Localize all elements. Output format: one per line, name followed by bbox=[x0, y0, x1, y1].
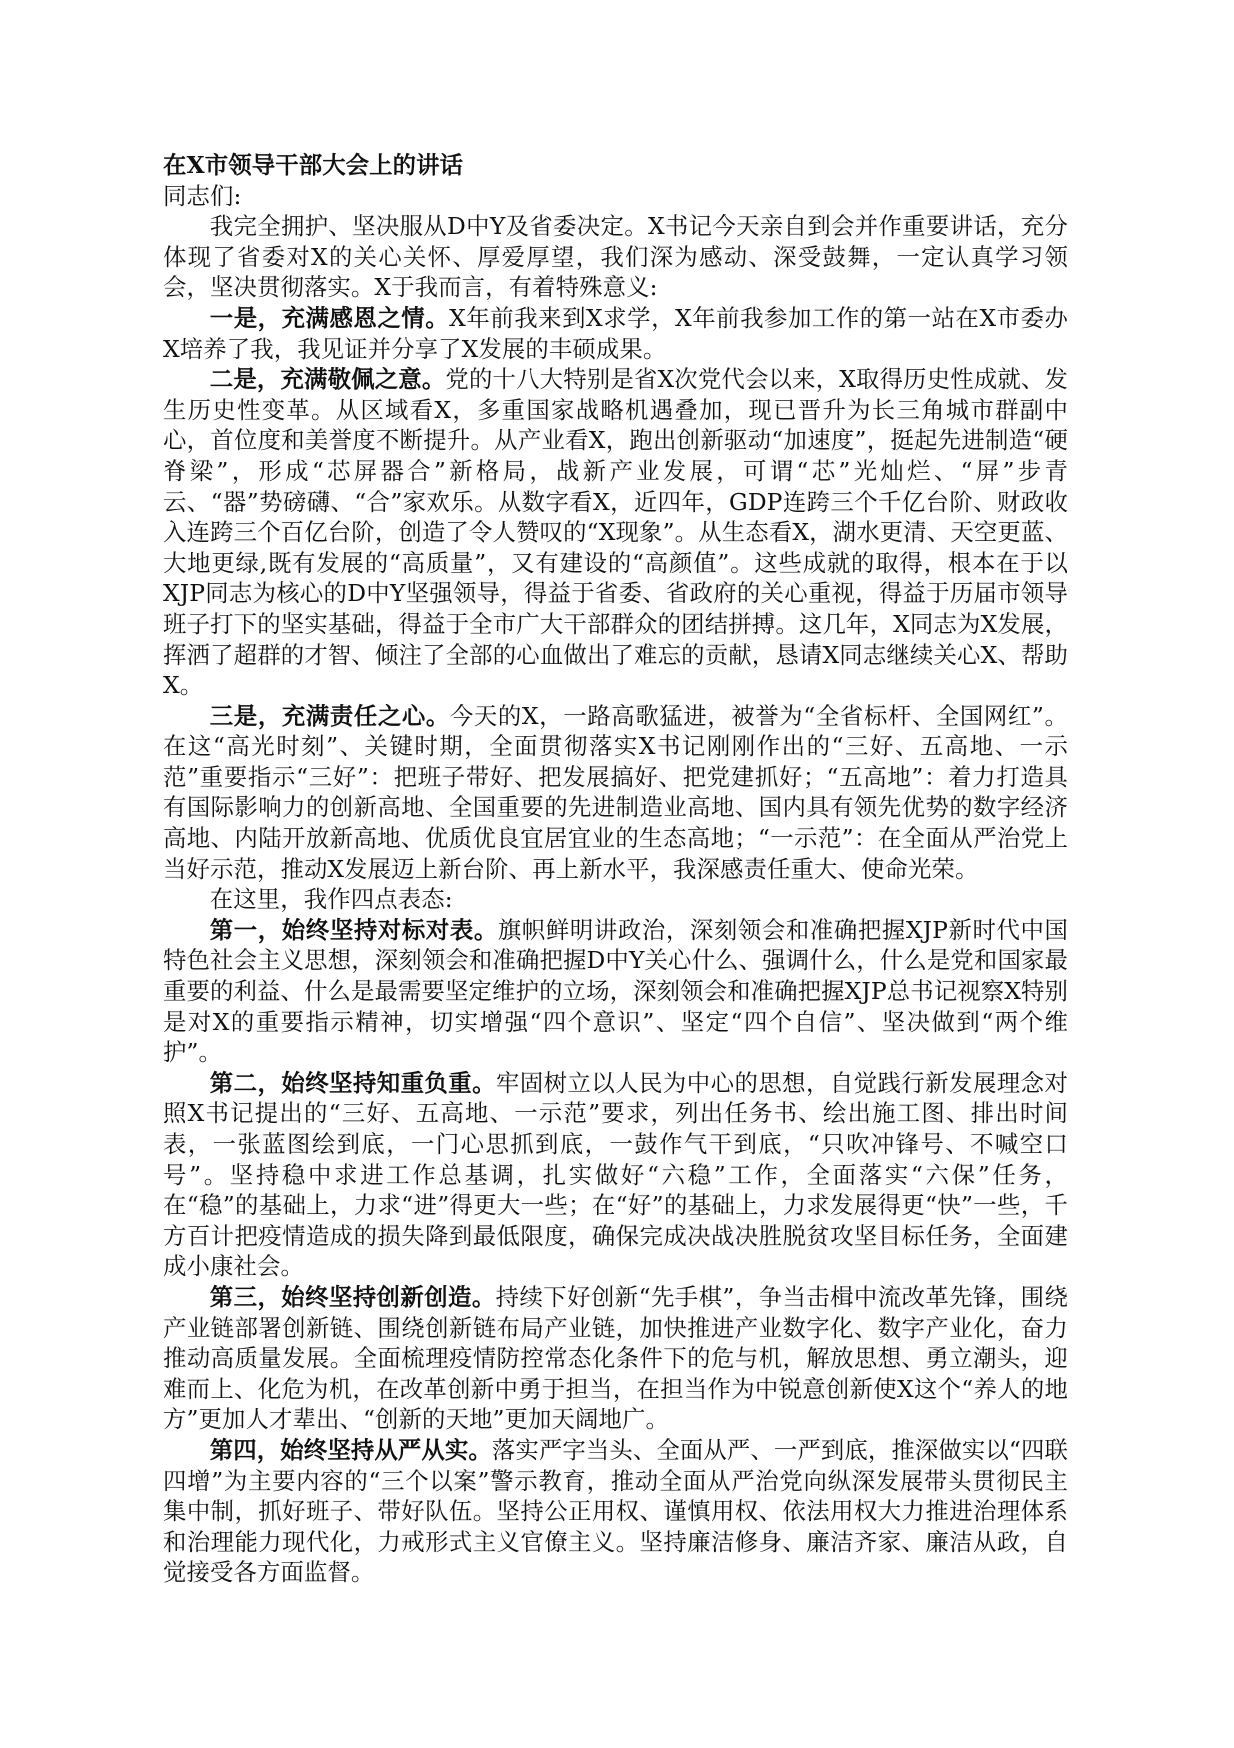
paragraph-lead: 三是，充满责任之心。 bbox=[209, 701, 450, 730]
paragraph-lead: 第四，始终坚持从严从实。 bbox=[209, 1435, 492, 1464]
document-title: 在X市领导干部大会上的讲话 bbox=[163, 151, 464, 179]
paragraph-intro bbox=[163, 211, 1068, 303]
paragraph-text: 党的十八大特别是省X次党代会以来，X取得历史性成就、发生历史性变革。从区域看X，多重国家战略机遇叠加，现已晋升为长三角城市群副中心，首位度和美誉度不断提升。从产业看X，跑出创新驱动“加速度”，挺起先进制造“硬脊梁”，形成“芯屏器合”新格局，战新产业发展，可谓“芯”光灿烂、“屏”步青云、“器”势磅礴、“合”家欢乐。从数字看X，近四年，GDP连跨三个千亿台阶、财政收入连跨三个百亿台阶，创造了令人赞叹的“X现象”。从生态看X，湖水更清、天空更蓝、大地更绿,既有发展的“高质量”，又有建设的“高颜值”。这些成就的取得，根本在于以XJP同志为核心的D中Y坚强领导，得益于省委、省政府的关心重视，得益于历届市领导班子打下的坚实基础，得益于全市广大干部群众的团结拼搏。这几年，X同志为X发展，挥洒了超群的才智、倾注了全部的心血做出了难忘的贡献，恳请X同志继续关心X、帮助X。 bbox=[163, 365, 1068, 700]
paragraph-lead: 一是，充满感恩之情。 bbox=[209, 303, 450, 332]
paragraph-commitment-4 bbox=[163, 1435, 1068, 1588]
paragraph-text: 落实严字当头、全面从严、一严到底，推深做实以“四联四增”为主要内容的“三个以案”警示教育，推动全面从严治党向纵深发展带头贯彻民主集中制，抓好班子、带好队伍。坚持公正用权、谨慎用权、依法用权大力推进治理体系和治理能力现代化，力戒形式主义官僚主义。坚持廉洁修身、廉洁齐家、廉洁从政，自觉接受各方面监督。 bbox=[163, 1435, 1068, 1587]
paragraph-commitment-3 bbox=[163, 1282, 1068, 1435]
paragraph-text: 今天的X，一路高歌猛进，被誉为“全省标杆、全国网红”。在这“高光时刻”、关键时期，全面贯彻落实X书记刚刚作出的“三好、五高地、一示范”重要指示“三好”：把班子带好、把发展搞好、把党建抓好；“五高地”：着力打造具有国际影响力的创新高地、全国重要的先进制造业高地、国内具有领先优势的数字经济高地、内陆开放新高地、优质优良宜居宜业的生态高地；“一示范”：在全面从严治党上当好示范，推动X发展迈上新台阶、再上新水平，我深感责任重大、使命光荣。 bbox=[163, 701, 1068, 883]
paragraph-point-3 bbox=[163, 701, 1068, 885]
paragraph-text: 在这里，我作四点表态: bbox=[209, 885, 453, 914]
paragraph-point-1 bbox=[163, 303, 1068, 364]
paragraph-lead: 第三，始终坚持创新创造。 bbox=[209, 1282, 496, 1311]
paragraph-text: X年前我来到X求学，X年前我参加工作的第一站在X市委办X培养了我，我见证并分享了X发展的丰硕成果。 bbox=[163, 303, 1069, 363]
paragraph-lead: 二是，充满敬佩之意。 bbox=[209, 365, 446, 394]
paragraph-text: 持续下好创新“先手棋”，争当击楫中流改革先锋，围绕产业链部署创新链、围绕创新链布局产业链，加快推进产业数字化、数字产业化，奋力推动高质量发展。全面梳理疫情防控常态化条件下的危与机，解放思想、勇立潮头，迎难而上、化危为机，在改革创新中勇于担当，在担当作为中锐意创新使X这个“养人的地方”更加人才辈出、“创新的天地”更加天阔地广。 bbox=[163, 1282, 1068, 1434]
paragraph-commitment-1 bbox=[163, 915, 1068, 1068]
paragraph-commitment-2 bbox=[163, 1068, 1068, 1282]
paragraph-transition bbox=[163, 884, 1068, 915]
paragraph-text: 旗帜鲜明讲政治，深刻领会和准确把握XJP新时代中国特色社会主义思想，深刻领会和准确把握D中Y关心什么、强调什么，什么是党和国家最重要的利益、什么是最需要坚定维护的立场，深刻领会和准确把握XJP总书记视察X特别是对X的重要指示精神，切实增强“四个意识”、坚定“四个自信”、坚决做到“两个维护”。 bbox=[163, 915, 1068, 1067]
salutation: 同志们: bbox=[163, 181, 242, 210]
paragraph-lead: 第二，始终坚持知重负重。 bbox=[209, 1068, 496, 1097]
paragraph-lead: 第一，始终坚持对标对表。 bbox=[209, 915, 498, 944]
paragraph-text: 我完全拥护、坚决服从D中Y及省委决定。X书记今天亲自到会并作重要讲话，充分体现了省委对X的关心关怀、厚爱厚望，我们深为感动、深受鼓舞，一定认真学习领会，坚决贯彻落实。X于我而言，有着特殊意义: bbox=[163, 212, 1068, 302]
paragraph-text: 牢固树立以人民为中心的思想，自觉践行新发展理念对照X书记提出的“三好、五高地、一示范”要求，列出任务书、绘出施工图、排出时间表，一张蓝图绘到底，一门心思抓到底，一鼓作气干到底，“只吹冲锋号、不喊空口号”。坚持稳中求进工作总基调，扎实做好“六稳”工作，全面落实“六保”任务，在“稳”的基础上，力求“进”得更大一些；在“好”的基础上，力求发展得更“快”一些，千方百计把疫情造成的损失降到最低限度，确保完成决战决胜脱贫攻坚目标任务，全面建成小康社会。 bbox=[163, 1068, 1068, 1281]
speech-body bbox=[163, 150, 1068, 1588]
paragraph-point-2 bbox=[163, 364, 1068, 701]
